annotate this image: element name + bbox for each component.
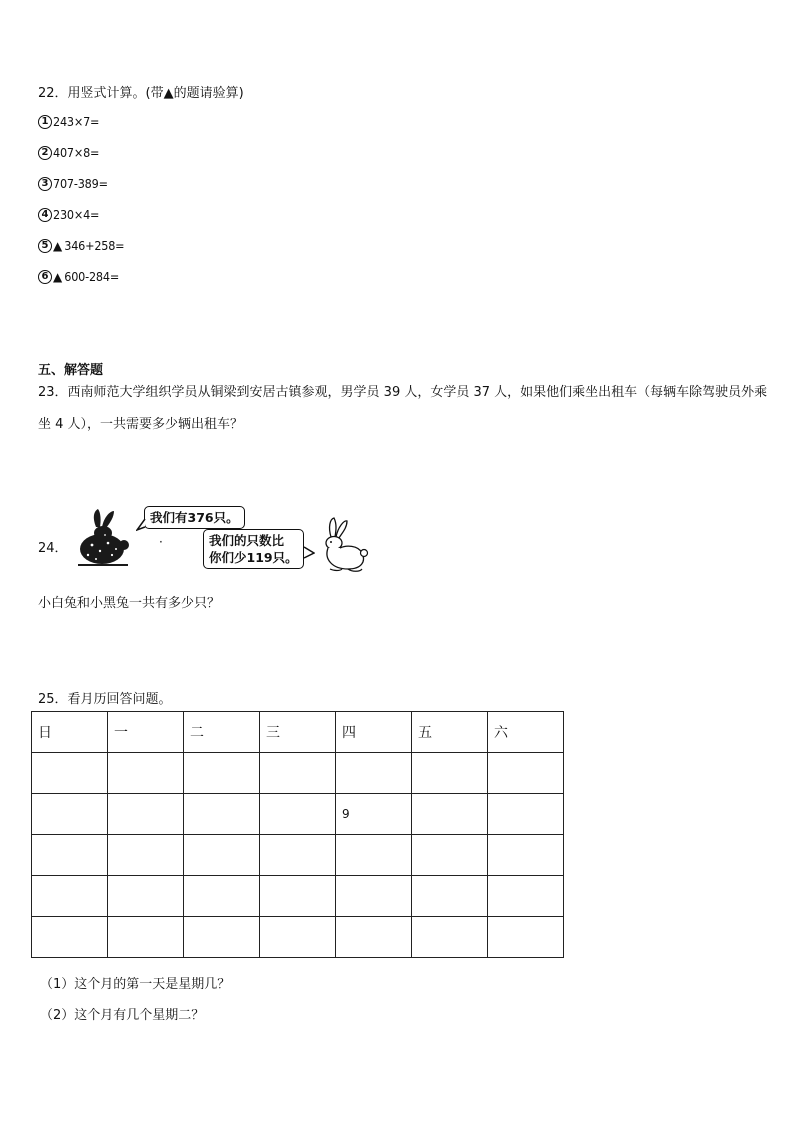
- bubble-text: 我们有376只。: [150, 510, 239, 525]
- calendar-cell: [488, 876, 564, 917]
- weekday-header: 日: [32, 712, 108, 753]
- circled-number: 2: [38, 146, 52, 160]
- calendar-table: [31, 711, 564, 958]
- bubble-text-line1: 我们的只数比: [209, 533, 285, 548]
- circled-number: 6: [38, 270, 52, 284]
- calendar-row: [32, 753, 564, 794]
- calendar-cell: [488, 835, 564, 876]
- q24-number: 24．: [38, 541, 68, 556]
- circled-number: 3: [38, 177, 52, 191]
- speech-bubble-black-rabbit: [144, 506, 245, 529]
- calendar-cell: [32, 753, 108, 794]
- white-rabbit-icon: [318, 515, 370, 575]
- calc-item-5: [38, 238, 124, 253]
- calendar-cell: 9: [336, 794, 412, 835]
- calc-expression: 230×4=: [53, 207, 100, 222]
- calendar-row: [32, 794, 564, 835]
- calc-expression: 346+258=: [64, 238, 125, 253]
- calendar-row: [32, 835, 564, 876]
- calendar-cell: [260, 835, 336, 876]
- calendar-cell: [108, 753, 184, 794]
- calc-item-4: [38, 207, 99, 222]
- calendar-header-row: [32, 712, 564, 753]
- circled-number: 5: [38, 239, 52, 253]
- calendar-cell: [108, 917, 184, 958]
- dot-mark: ·: [159, 535, 163, 549]
- q25-title: 25．看月历回答问题。: [38, 692, 172, 707]
- calendar-row: [32, 876, 564, 917]
- bubble-pointer-icon: [303, 546, 315, 560]
- calc-expression: 243×7=: [53, 114, 100, 129]
- circled-number: 4: [38, 208, 52, 222]
- triangle-mark: ▲: [53, 238, 63, 253]
- triangle-mark: ▲: [53, 269, 63, 284]
- calendar-cell: [488, 794, 564, 835]
- calendar-cell: [336, 917, 412, 958]
- q25-subquestion-2: （2）这个月有几个星期二？: [40, 1008, 205, 1023]
- calc-item-3: [38, 176, 108, 191]
- calendar-cell: [412, 794, 488, 835]
- q22-title: 22．用竖式计算。(带▲的题请验算): [38, 86, 244, 101]
- calendar-cell: [32, 917, 108, 958]
- bubble-pointer-icon: [136, 518, 146, 532]
- calendar-cell: [260, 917, 336, 958]
- black-rabbit-icon: [72, 505, 134, 571]
- calc-expression: 707-389=: [53, 176, 108, 191]
- calendar-cell: [260, 876, 336, 917]
- calendar-cell: [260, 753, 336, 794]
- section-title: 五、解答题: [38, 363, 104, 378]
- calendar-cell: [32, 794, 108, 835]
- weekday-header: 一: [108, 712, 184, 753]
- speech-bubble-white-rabbit: [203, 529, 304, 569]
- calendar-cell: [32, 876, 108, 917]
- calendar-cell: [108, 876, 184, 917]
- weekday-header: 二: [184, 712, 260, 753]
- calc-expression: 600-284=: [64, 269, 120, 284]
- calc-item-1: [38, 114, 99, 129]
- calendar-cell: [412, 917, 488, 958]
- weekday-header: 三: [260, 712, 336, 753]
- calendar-cell: [488, 753, 564, 794]
- calendar-cell: [108, 835, 184, 876]
- weekday-header: 五: [412, 712, 488, 753]
- calc-expression: 407×8=: [53, 145, 100, 160]
- bubble-text-line2: 你们少119只。: [209, 550, 298, 565]
- calc-item-6: [38, 269, 119, 284]
- calendar-cell: [184, 876, 260, 917]
- calendar-row: [32, 917, 564, 958]
- calendar-cell: [32, 835, 108, 876]
- calendar-cell: [412, 753, 488, 794]
- weekday-header: 四: [336, 712, 412, 753]
- calendar-cell: [412, 835, 488, 876]
- calendar-cell: [184, 794, 260, 835]
- circled-number: 1: [38, 115, 52, 129]
- calendar-cell: [488, 917, 564, 958]
- q24-question: 小白兔和小黑兔一共有多少只？: [38, 596, 221, 611]
- calendar-cell: [184, 753, 260, 794]
- calendar-cell: [336, 876, 412, 917]
- calc-item-2: [38, 145, 99, 160]
- q25-subquestion-1: （1）这个月的第一天是星期几？: [40, 977, 231, 992]
- q23-text: 23．西南师范大学组织学员从铜梁到安居古镇参观，男学员 39 人，女学员 37 人，如果他们乘坐出租车（每辆车除驾驶员外乘坐 4 人），一共需要多少辆出租车？: [38, 385, 768, 432]
- calendar-cell: [260, 794, 336, 835]
- calendar-cell: [412, 876, 488, 917]
- weekday-header: 六: [488, 712, 564, 753]
- calendar-cell: [184, 835, 260, 876]
- calendar-cell: [108, 794, 184, 835]
- calendar-cell: [184, 917, 260, 958]
- calendar-cell: [336, 753, 412, 794]
- calendar-cell: [336, 835, 412, 876]
